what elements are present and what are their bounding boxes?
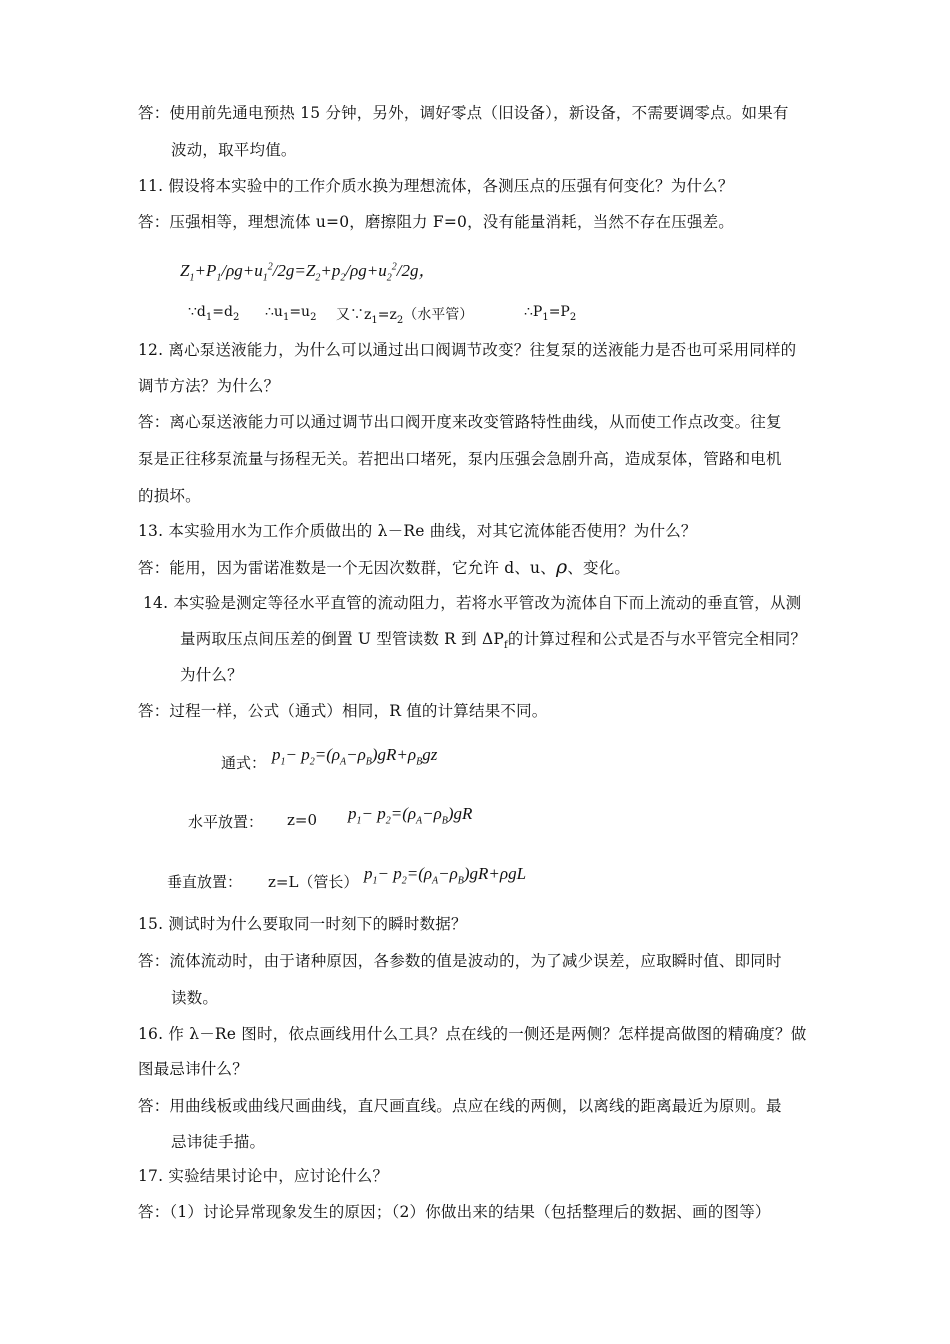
question-11: 11. 假设将本实验中的工作介质水换为理想流体，各测压点的压强有何变化？为什么？: [138, 177, 734, 195]
answer-13: 答：能用，因为雷诺准数是一个无因次数群，它允许 d、u、ρ、变化。: [138, 556, 631, 578]
therefore-pressure: $\therefore P_1=P_2$: [524, 304, 577, 323]
bernoulli-equation: $Z_1+P_1/\rho g+u_1^2/2g=Z_2+p_2/\rho g+u_2^2/2g$，: [180, 261, 436, 284]
answer-12-line-1: 答：离心泵送液能力可以通过调节出口阀开度来改变管路特性曲线，从而使工作点改变。往复: [138, 413, 782, 431]
therefore-velocity: $\therefore u_1=u_2$: [265, 304, 317, 323]
question-16-line-1: 16. 作 λ－Re 图时，依点画线用什么工具？点在线的一侧还是两侧？怎样提高做图的精确度？做: [138, 1025, 807, 1043]
answer-17-line-1: 答：（1）讨论异常现象发生的原因；（2）你做出来的结果（包括整理后的数据、画的图等）: [138, 1203, 771, 1221]
answer-15-line-2: 读数。: [171, 989, 219, 1007]
question-12-line-2: 调节方法？为什么？: [138, 377, 280, 395]
general-formula-label: 通式：: [221, 754, 267, 772]
answer-11: 答：压强相等，理想流体 u=0，磨擦阻力 F=0，没有能量消耗，当然不存在压强差。: [138, 213, 734, 231]
answer-12-line-3: 的损坏。: [138, 487, 201, 505]
answer-10-line-1: 答：使用前先通电预热 15 分钟，另外，调好零点（旧设备），新设备，不需要调零点。如果有: [138, 104, 789, 122]
question-14-line-3: 为什么？: [180, 666, 243, 684]
question-16-line-2: 图最忌讳什么？: [138, 1060, 248, 1078]
answer-10-line-2: 波动，取平均值。: [171, 141, 297, 159]
horizontal-condition: z=0: [287, 811, 318, 829]
answer-16-line-2: 忌讳徒手描。: [171, 1133, 266, 1151]
vertical-formula: $p_1- p_2=(\rho_A-\rho_B)gR+\rho gL$: [364, 864, 527, 887]
answer-16-line-1: 答：用曲线板或曲线尺画曲线，直尺画直线。点应在线的两侧，以离线的距离最近为原则。最: [138, 1097, 782, 1115]
answer-15-line-1: 答：流体流动时，由于诸种原因，各参数的值是波动的，为了减少误差，应取瞬时值、即同时: [138, 952, 782, 970]
answer-14: 答：过程一样，公式（通式）相同，R 值的计算结果不同。: [138, 702, 548, 720]
question-15: 15. 测试时为什么要取同一时刻下的瞬时数据？: [138, 915, 467, 933]
question-12-line-1: 12. 离心泵送液能力，为什么可以通过出口阀调节改变？往复泵的送液能力是否也可采用同样的: [138, 341, 797, 359]
also-height-condition: 又$\because z_1=z_2$（水平管）: [336, 307, 474, 326]
general-formula: $p_1- p_2=(\rho_A-\rho_B)gR+\rho_Bgz$: [272, 745, 438, 768]
since-condition: $\because d_1=d_2$: [188, 304, 240, 323]
horizontal-formula: $p_1- p_2=(\rho_A-\rho_B)gR$: [348, 804, 473, 827]
rho-symbol: ρ: [555, 556, 568, 578]
question-17: 17. 实验结果讨论中，应讨论什么？: [138, 1167, 389, 1185]
answer-12-line-2: 泵是正往移泵流量与扬程无关。若把出口堵死，泵内压强会急剧升高，造成泵体，管路和电机: [138, 450, 782, 468]
question-14-line-1: 14. 本实验是测定等径水平直管的流动阻力，若将水平管改为流体自下而上流动的垂直管，从测: [143, 594, 802, 612]
vertical-label: 垂直放置：: [167, 873, 243, 891]
vertical-condition: z=L（管长）: [268, 873, 359, 891]
question-13: 13. 本实验用水为工作介质做出的 λ－Re 曲线，对其它流体能否使用？为什么？: [138, 522, 697, 540]
horizontal-label: 水平放置：: [188, 813, 264, 831]
question-14-line-2: 量两取压点间压差的倒置 U 型管读数 R 到 $\Delta P_f$的计算过程和公式是否与水平管完全相同？: [180, 630, 807, 652]
